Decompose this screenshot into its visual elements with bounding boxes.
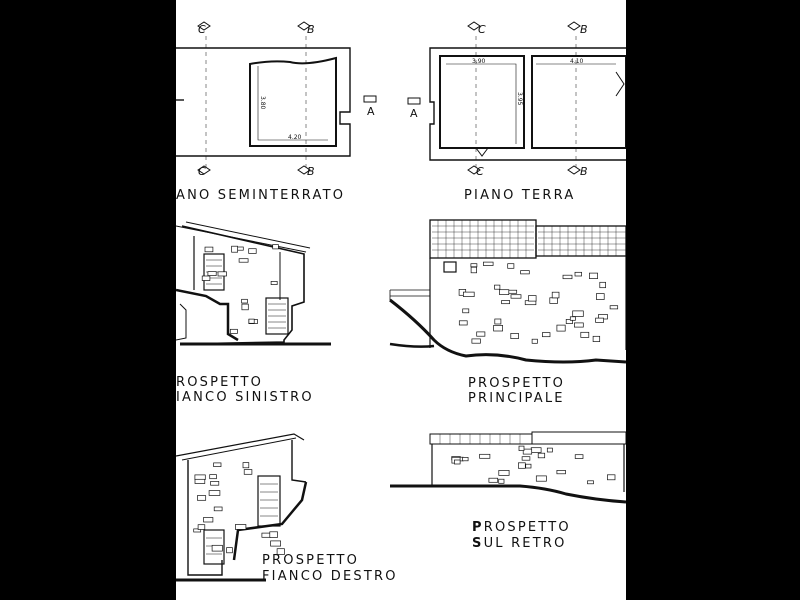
stone-block [249,249,257,254]
stone-block [574,323,583,327]
stone-block [195,475,205,480]
stone-block [195,479,205,483]
stone-block [198,525,205,530]
stone-block [607,475,615,480]
stone-block [508,290,516,293]
dimension-label: 4.10 [570,58,584,65]
stone-block [471,264,477,267]
stone-block [483,262,493,265]
stone-block [197,496,205,501]
stone-block [542,333,550,337]
stone-block [262,533,271,537]
stone-block [532,339,537,343]
elevation-title-line1: PROSPETTO [468,376,566,391]
elevation-title-line2: FIANCO DESTRO [262,569,398,584]
stone-block [271,281,277,284]
stone-block [552,292,559,298]
stone-block [271,541,281,546]
stone-block [242,304,248,310]
stone-block [531,448,541,453]
stone-block [242,299,248,303]
stone-block [508,264,514,269]
elevation-fianco-sinistro [176,222,331,344]
stone-block [471,267,477,273]
stone-block [210,475,217,479]
stone-block [232,246,238,252]
stone-block [511,333,519,338]
stone-block [600,282,606,287]
stone-block [557,470,566,473]
stone-block [550,298,558,304]
elevation-title-line1: PROSPETTO [262,553,360,568]
section-mark-c: C [476,165,484,178]
stone-block [518,463,525,469]
stone-block [573,311,584,317]
stone-block [480,454,490,458]
section-mark-c: C [478,23,486,36]
stone-block [570,317,575,321]
section-mark-b: B [580,23,588,36]
section-mark-b: B [307,23,315,36]
stone-block [214,507,222,511]
stone-block [454,460,460,464]
stone-block [610,306,618,309]
stone-block [239,259,248,263]
stone-block [202,276,210,281]
elevation-title-line2: IANCO SINISTRO [176,390,314,405]
stone-block [205,247,213,252]
section-mark-c: C [198,23,206,36]
stone-block [596,294,604,300]
stone-block [575,272,582,276]
stone-block [581,332,589,337]
stone-block [472,339,481,343]
stone-block [502,301,510,304]
stone-block [523,449,532,454]
elevation-title-line2: PRINCIPALE [468,391,565,406]
stone-block [463,309,469,313]
stone-block [538,453,545,458]
stone-block [499,479,504,483]
stone-block [499,470,509,475]
section-mark-a: A [367,105,375,118]
stone-block [244,470,252,475]
stone-block [209,491,220,496]
stone-block [495,285,500,289]
stone-block [526,464,531,468]
section-mark-c: C [198,165,206,178]
stone-block [596,318,604,322]
stone-block [270,532,278,538]
plan-title-terra: PIANO TERRA [464,188,576,203]
stone-block [500,290,509,295]
stone-block [529,296,537,302]
stone-block [489,478,498,482]
stone-block [235,525,246,530]
stone-block [511,295,521,299]
stone-block [459,321,467,325]
dimension-label: 3.90 [472,58,486,65]
dimension-label: 3.95 [516,92,523,106]
architectural-drawing [176,0,626,600]
stone-block [521,271,530,274]
plan-title-seminterrato: ANO SEMINTERRATO [176,188,346,203]
elevation-sul-retro [390,432,626,502]
stone-block [536,476,546,481]
stone-block [218,272,227,276]
stone-block [522,457,530,461]
elevation-title-line1: ROSPETTO [176,375,264,390]
elevation-title-line2: SUL RETRO [472,536,567,551]
stone-block [519,446,524,451]
stone-block [563,275,572,279]
stone-block [230,329,237,333]
stone-block [477,332,485,336]
stone-block [463,457,469,460]
stone-block [495,319,501,324]
stone-block [547,448,552,452]
stone-block [227,548,233,553]
stone-block [589,273,597,279]
stone-block [208,272,216,276]
stone-block [204,518,213,523]
plan-terra [430,36,626,170]
stone-block [575,455,583,459]
section-mark-b: B [307,165,315,178]
stone-block [214,463,221,467]
stone-block [211,481,219,485]
stone-block [494,325,503,331]
dimension-label: 3.80 [259,96,266,110]
dimension-label: 4.20 [288,134,302,141]
section-mark-b: B [580,165,588,178]
stone-block [593,336,600,341]
stone-block [557,325,565,331]
stone-block [588,481,594,484]
elevation-title-line1: PROSPETTO [472,520,571,535]
stone-block [249,319,254,323]
stone-block [212,545,222,551]
stone-block [273,245,279,249]
drawing-sheet [176,0,626,600]
stone-block [463,292,474,297]
section-mark-a: A [410,107,418,120]
stone-block [243,463,249,468]
